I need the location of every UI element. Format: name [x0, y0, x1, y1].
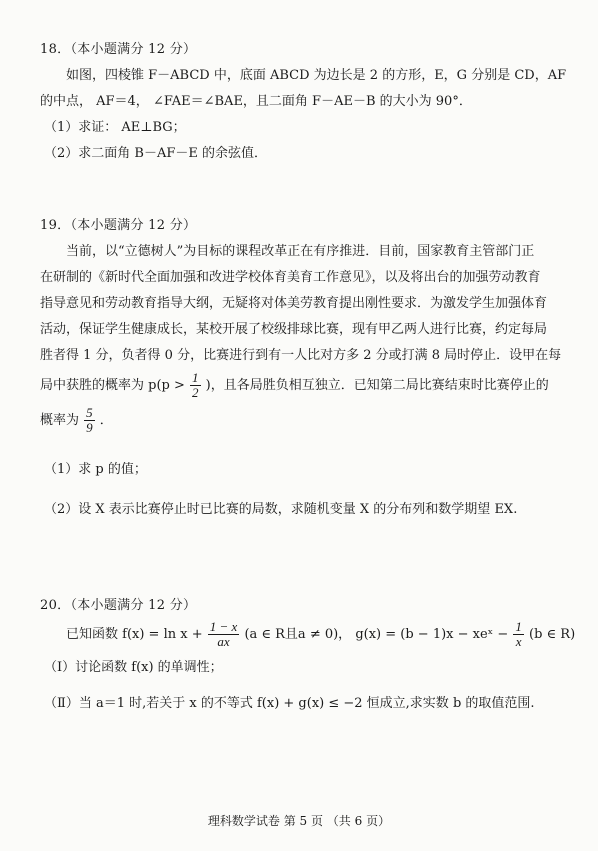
problem-19-line-5: 胜者得 1 分，负者得 0 分，比赛进行到有一人比对方多 2 分或打满 8 局时停止．设甲在每: [40, 348, 562, 363]
problem-20-line-1-end: (b ∈ R): [529, 627, 576, 642]
problem-19-line-1: 当前，以“立德树人”为目标的课程改革正在有序推进．目前，国家教育主管部门正: [66, 244, 535, 259]
fraction-denominator: x: [515, 634, 522, 649]
problem-19-line-3: 指导意见和劳动教育指导大纲，无疑将对体美劳教育提出刚性要求．为激发学生加强体育: [40, 296, 548, 311]
problem-20-question-2: （Ⅱ）当 a＝1 时,若关于 x 的不等式 f(x) + g(x) ≤ −2 恒成立,求实数 b 的取值范围.: [44, 696, 535, 711]
problem-19: [40, 214, 570, 523]
problem-18: [40, 38, 570, 167]
problem-19-line-6-end: )，且各局胜负相互独立．已知第二局比赛结束时比赛停止的: [205, 378, 549, 393]
problem-20-question-1: （Ⅰ）讨论函数 f(x) 的单调性；: [44, 660, 223, 675]
fraction-five-ninths: [84, 406, 95, 435]
problem-18-question-2: （2）求二面角 B－AF－E 的余弦值．: [44, 146, 267, 161]
fraction-numerator: 5: [86, 405, 93, 420]
problem-20-line-1: [40, 617, 576, 653]
problem-20-line-1-middle: (a ∈ R且a ≠ 0)， g(x) = (b − 1)x − xeˣ −: [244, 627, 509, 642]
problem-18-question-1: （1）求证： AE⊥BG；: [44, 120, 186, 135]
fraction-denominator: ax: [217, 634, 230, 649]
problem-20-line-1-start: 已知函数 f(x) = ln x +: [66, 627, 203, 642]
problem-19-line-6-start: 局中获胜的概率为 p(p >: [40, 378, 185, 393]
problem-19-line-4: 活动，保证学生健康成长，某校开展了校级排球比赛，现有甲乙两人进行比赛，约定每局: [40, 322, 548, 337]
fraction-denominator: 2: [192, 385, 199, 400]
problem-19-line-6: [40, 369, 570, 403]
problem-19-title: 19．（本小题满分 12 分）: [40, 218, 197, 233]
fraction-one-half: [190, 371, 201, 400]
problem-20-title: 20．（本小题满分 12 分）: [40, 598, 197, 613]
fraction-f-term: [208, 620, 240, 649]
problem-20: [40, 594, 576, 717]
fraction-numerator: 1: [515, 619, 522, 634]
problem-19-line-2: 在研制的《新时代全面加强和改进学校体育美育工作意见》，以及将出台的加强劳动教育: [40, 270, 541, 285]
problem-18-line-1: 如图，四棱锥 F－ABCD 中，底面 ABCD 为边长是 2 的方形，E，G 分别是 CD，AF: [66, 68, 567, 83]
problem-19-line-7: [40, 403, 570, 439]
page-footer: 理科数学试卷 第 5 页 （共 6 页）: [207, 814, 391, 828]
fraction-denominator: 9: [86, 420, 93, 435]
problem-19-line-7-start: 概率为: [40, 413, 80, 428]
problem-19-question-1: （1）求 p 的值；: [44, 462, 147, 477]
fraction-g-term: [513, 620, 524, 649]
problem-19-question-2: （2）设 X 表示比赛停止时已比赛的局数，求随机变量 X 的分布列和数学期望 EX.: [44, 502, 518, 517]
problem-19-line-7-end: ．: [99, 413, 113, 428]
fraction-numerator: 1 − x: [209, 619, 238, 634]
problem-18-line-2: 的中点， AF＝4， ∠FAE＝∠BAE，且二面角 F－AE－B 的大小为 90°．: [40, 94, 472, 109]
fraction-numerator: 1: [192, 370, 199, 385]
problem-18-title: 18．（本小题满分 12 分）: [40, 42, 197, 57]
